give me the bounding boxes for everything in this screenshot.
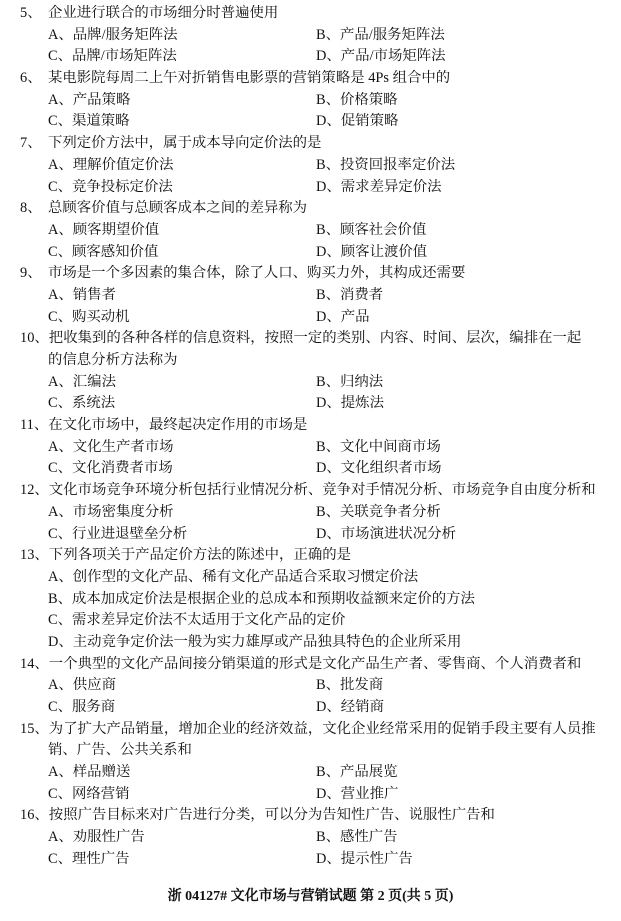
- question-15: [0, 719, 621, 806]
- question-stem: 某电影院每周二上午对折销售电影票的营销策略是 4Ps 组合中的: [48, 70, 451, 87]
- question-line: [0, 654, 621, 676]
- option-b: B、价格策略: [316, 91, 398, 108]
- question-number: 10、: [20, 330, 49, 347]
- question-5: [0, 3, 621, 68]
- option-c: C、理性广告: [48, 850, 130, 867]
- option-d: D、经销商: [316, 699, 384, 715]
- option-b: B、顾客社会价值: [316, 221, 427, 238]
- question-line: [0, 415, 621, 437]
- option-c: C、网络营销: [48, 785, 130, 802]
- question-stem: 的信息分析方法称为: [48, 352, 178, 368]
- option-row: [0, 784, 621, 806]
- question-number: 9、: [20, 265, 42, 282]
- question-line: [0, 198, 621, 220]
- option-row: [0, 458, 621, 480]
- question-number: 14、: [20, 655, 49, 672]
- question-stem: 销、广告、公共关系和: [48, 742, 192, 759]
- question-stem: 下列定价方法中，属于成本导向定价法的是: [48, 135, 322, 152]
- question-number: 12、: [20, 482, 49, 499]
- question-stem: 一个典型的文化产品间接分销渠道的形式是文化产品生产者、零售商、个人消费者和: [48, 655, 582, 672]
- option-c: C、文化消费者市场: [48, 460, 173, 477]
- question-14: [0, 654, 621, 719]
- option-row: [0, 90, 621, 112]
- option-a: A、顾客期望价值: [48, 221, 160, 238]
- option-b: B、批发商: [316, 677, 384, 694]
- question-stem: 文化市场竞争环境分析包括行业情况分析、竞争对手情况分析、市场竞争自由度分析和: [48, 482, 596, 499]
- question-number: 15、: [20, 720, 49, 737]
- option-b: B、归纳法: [316, 373, 384, 390]
- question-stem: 市场是一个多因素的集合体，除了人口、购买力外，其构成还需要: [48, 265, 466, 282]
- option-c: C、购买动机: [48, 308, 130, 325]
- question-number: 8、: [20, 200, 42, 217]
- question-stem: 把收集到的各种各样的信息资料，按照一定的类别、内容、时间、层次，编排在一起: [48, 330, 582, 347]
- question-6: [0, 68, 621, 133]
- option-row: [0, 697, 621, 719]
- option-a: A、销售者: [48, 286, 116, 303]
- option-d: D、文化组织者市场: [316, 460, 442, 477]
- question-stem: 总顾客价值与总顾客成本之间的差异称为: [48, 200, 308, 217]
- option-row: [0, 849, 621, 871]
- option-row: [0, 372, 621, 394]
- option-row: [0, 675, 621, 697]
- option-d: D、需求差异定价法: [316, 178, 442, 195]
- question-line: [0, 328, 621, 350]
- exam-page: [0, 3, 621, 883]
- option-a: A、品牌/服务矩阵法: [48, 26, 178, 43]
- question-line: [0, 68, 621, 90]
- question-13: [0, 545, 621, 653]
- option-row: [0, 307, 621, 329]
- question-number: 6、: [20, 70, 42, 87]
- option-c: C、渠道策略: [48, 113, 130, 130]
- question-line: [0, 545, 621, 567]
- option-row: [0, 610, 621, 632]
- question-number: 11、: [20, 417, 49, 434]
- option-c: C、行业进退壁垒分析: [48, 525, 188, 542]
- option-b: B、产品展览: [316, 764, 398, 781]
- option-row: [0, 589, 621, 611]
- option-c: C、需求差异定价法不太适用于文化产品的定价: [48, 612, 346, 629]
- option-row: [0, 220, 621, 242]
- option-row: [0, 502, 621, 524]
- question-number: 7、: [20, 135, 42, 152]
- option-row: [0, 242, 621, 264]
- option-d: D、市场演进状况分析: [316, 525, 456, 542]
- option-d: D、产品: [316, 308, 370, 325]
- question-line: [0, 133, 621, 155]
- page-footer: 浙 04127# 文化市场与营销试题 第 2 页(共 5 页): [167, 889, 454, 904]
- option-b: B、消费者: [316, 286, 384, 303]
- option-d: D、提示性广告: [316, 850, 413, 867]
- option-row: [0, 177, 621, 199]
- question-number: 16、: [20, 807, 49, 824]
- question-stem: 为了扩大产品销量，增加企业的经济效益，文化企业经常采用的促销手段主要有人员推: [48, 720, 596, 737]
- question-12: [0, 480, 621, 545]
- question-16: [0, 805, 621, 870]
- option-a: A、汇编法: [48, 373, 116, 390]
- option-b: B、感性广告: [316, 829, 398, 846]
- option-d: D、主动竞争定价法一般为实力雄厚或产品独具特色的企业所采用: [48, 633, 462, 650]
- option-b: B、产品/服务矩阵法: [316, 26, 445, 43]
- option-d: D、促销策略: [316, 113, 399, 130]
- option-row: [0, 524, 621, 546]
- option-d: D、营业推广: [316, 785, 399, 802]
- option-row: [0, 827, 621, 849]
- question-10: [0, 328, 621, 415]
- option-b: B、文化中间商市场: [316, 438, 441, 455]
- question-9: [0, 263, 621, 328]
- option-d: D、顾客让渡价值: [316, 243, 428, 260]
- option-row: [0, 111, 621, 133]
- question-line: [0, 480, 621, 502]
- question-stem: 企业进行联合的市场细分时普遍使用: [48, 5, 279, 21]
- option-a: A、文化生产者市场: [48, 438, 174, 455]
- option-row: [0, 632, 621, 654]
- option-row: [0, 762, 621, 784]
- option-c: C、竞争投标定价法: [48, 178, 173, 195]
- question-line: [0, 805, 621, 827]
- question-7: [0, 133, 621, 198]
- option-c: C、品牌/市场矩阵法: [48, 48, 177, 65]
- option-b: B、成本加成定价法是根据企业的总成本和预期收益额来定价的方法: [48, 590, 475, 607]
- option-c: C、服务商: [48, 699, 116, 715]
- question-line-continued: [0, 350, 621, 372]
- question-line-continued: [0, 740, 621, 762]
- option-d: D、产品/市场矩阵法: [316, 48, 446, 65]
- option-b: B、投资回报率定价法: [316, 156, 456, 173]
- option-b: B、关联竞争者分析: [316, 503, 441, 520]
- option-row: [0, 567, 621, 589]
- question-number: 5、: [20, 5, 42, 21]
- option-a: A、供应商: [48, 677, 116, 694]
- option-row: [0, 46, 621, 68]
- question-line: [0, 719, 621, 741]
- option-row: [0, 437, 621, 459]
- option-a: A、样品赠送: [48, 764, 131, 781]
- option-d: D、提炼法: [316, 395, 384, 412]
- question-line: [0, 3, 621, 25]
- question-11: [0, 415, 621, 480]
- question-line: [0, 263, 621, 285]
- option-a: A、创作型的文化产品、稀有文化产品适合采取习惯定价法: [48, 568, 419, 585]
- option-row: [0, 25, 621, 47]
- option-row: [0, 155, 621, 177]
- question-number: 13、: [20, 547, 49, 564]
- option-a: A、产品策略: [48, 91, 131, 108]
- option-a: A、理解价值定价法: [48, 156, 174, 173]
- question-stem: 按照广告目标来对广告进行分类，可以分为告知性广告、说服性广告和: [48, 807, 495, 824]
- option-a: A、劝服性广告: [48, 829, 145, 846]
- option-a: A、市场密集度分析: [48, 503, 174, 520]
- question-stem: 在文化市场中，最终起决定作用的市场是: [48, 417, 308, 434]
- question-stem: 下列各项关于产品定价方法的陈述中，正确的是: [48, 547, 352, 564]
- option-row: [0, 285, 621, 307]
- option-c: C、系统法: [48, 395, 116, 412]
- question-8: [0, 198, 621, 263]
- option-row: [0, 393, 621, 415]
- option-c: C、顾客感知价值: [48, 243, 159, 260]
